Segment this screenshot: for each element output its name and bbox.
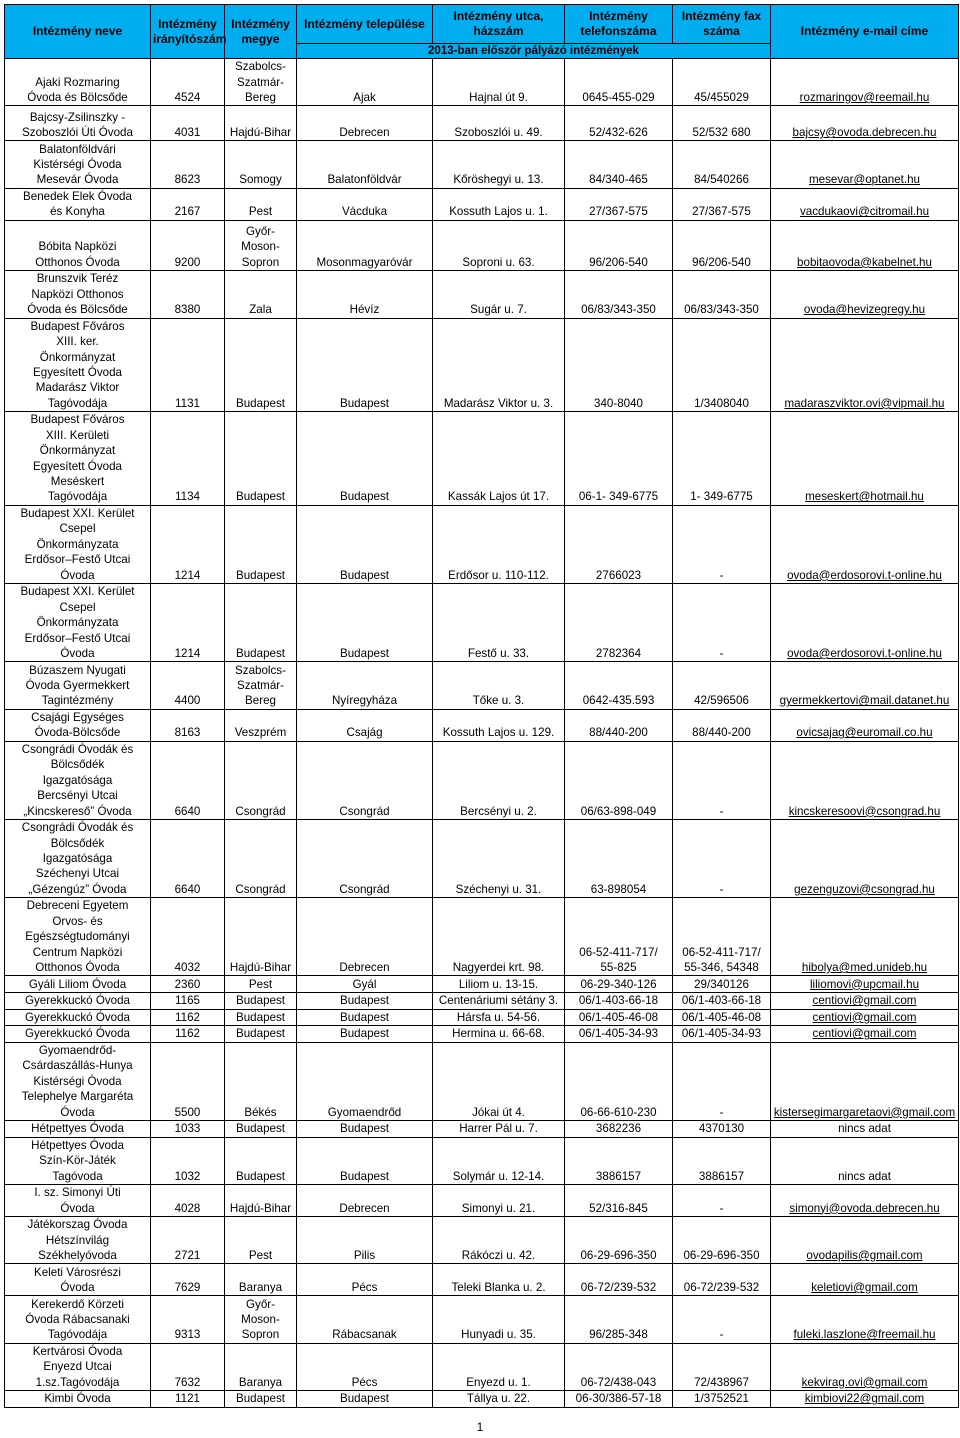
institution-name-cell: Budapest XXI. Kerület Csepel Önkormányzata Erdősor–Festő Utcai Óvoda [5,584,151,662]
zip-code-cell: 6640 [151,819,225,897]
street-address-cell: Kőröshegyi u. 13. [433,141,565,188]
phone-cell: 27/367-575 [565,188,673,220]
institution-name-cell: Gyáli Liliom Óvoda [5,976,151,993]
phone-cell: 06/83/343-350 [565,271,673,318]
street-address-cell: Teleki Blanka u. 2. [433,1264,565,1296]
county-cell: Győr-Moson- Sopron [225,1296,297,1343]
email-cell[interactable]: bajcsy@ovoda.debrecen.hu [771,106,959,141]
institution-name-cell: Hétpettyes Óvoda Szín-Kör-Játék Tagóvoda [5,1137,151,1184]
county-cell: Somogy [225,141,297,188]
phone-cell: 84/340-465 [565,141,673,188]
city-cell: Rábacsanak [297,1296,433,1343]
institution-name-cell: Keleti Városrészi Óvoda [5,1264,151,1296]
zip-code-cell: 1165 [151,992,225,1009]
zip-code-cell: 1032 [151,1137,225,1184]
city-cell: Pilis [297,1216,433,1263]
fax-cell: - [673,584,771,662]
street-address-cell: Festő u. 33. [433,584,565,662]
header-city: Intézmény települése [297,5,433,44]
fax-cell: 1- 349-6775 [673,412,771,506]
county-cell: Pest [225,976,297,993]
street-address-cell: Szoboszlói u. 49. [433,106,565,141]
city-cell: Pécs [297,1343,433,1390]
institution-name-cell: Gyerekkuckó Óvoda [5,992,151,1009]
header-zip: Intézmény irányítószám [151,5,225,59]
street-address-cell: Kossuth Lajos u. 1. [433,188,565,220]
phone-cell: 06-29-340-126 [565,976,673,993]
email-cell[interactable]: kincskeresoovi@csongrad.hu [771,741,959,819]
fax-cell: 52/532 680 [673,106,771,141]
phone-cell: 340-8040 [565,318,673,412]
zip-code-cell: 8623 [151,141,225,188]
fax-cell: 06/1-405-34-93 [673,1026,771,1043]
fax-cell: 29/340126 [673,976,771,993]
email-cell[interactable]: hibolya@med.unideb.hu [771,898,959,976]
phone-cell: 52/432-626 [565,106,673,141]
email-cell: nincs adat [771,1137,959,1184]
email-cell[interactable]: kistersegimargaretaovi@gmail.com [771,1042,959,1120]
zip-code-cell: 8163 [151,709,225,741]
phone-cell: 06/1-405-46-08 [565,1009,673,1026]
table-row [5,992,959,1009]
city-cell: Pécs [297,1264,433,1296]
header-email: Intézmény e-mail címe [771,5,959,59]
institution-name-cell: Ajaki Rozmaring Óvoda és Bölcsőde [5,59,151,106]
zip-code-cell: 2167 [151,188,225,220]
zip-code-cell: 4028 [151,1184,225,1216]
fax-cell: - [673,1184,771,1216]
county-cell: Békés [225,1042,297,1120]
fax-cell: - [673,1042,771,1120]
fax-cell: 3886157 [673,1137,771,1184]
header-county: Intézmény megye [225,5,297,59]
street-address-cell: Kossuth Lajos u. 129. [433,709,565,741]
institution-name-cell: Játékorszag Óvoda Hétszínvilág Székhelyóvoda [5,1216,151,1263]
email-cell[interactable]: fuleki.laszlone@freemail.hu [771,1296,959,1343]
fax-cell: 1/3752521 [673,1391,771,1408]
street-address-cell: Széchenyi u. 31. [433,819,565,897]
city-cell: Csongrád [297,741,433,819]
county-cell: Csongrád [225,741,297,819]
phone-cell: 96/285-348 [565,1296,673,1343]
institution-name-cell: Kerekerdő Körzeti Óvoda Rábacsanaki Tagóvodája [5,1296,151,1343]
city-cell: Budapest [297,412,433,506]
zip-code-cell: 8380 [151,271,225,318]
county-cell: Budapest [225,1391,297,1408]
city-cell: Vácduka [297,188,433,220]
fax-cell: - [673,1296,771,1343]
table-row [5,819,959,897]
institution-name-cell: Bajcsy-Zsilinszky - Szoboszlói Úti Óvoda [5,106,151,141]
table-row [5,188,959,220]
phone-cell: 0645-455-029 [565,59,673,106]
county-cell: Hajdú-Bihar [225,1184,297,1216]
phone-cell: 3886157 [565,1137,673,1184]
county-cell: Veszprém [225,709,297,741]
county-cell: Baranya [225,1264,297,1296]
email-cell[interactable]: madaraszviktor.ovi@vipmail.hu [771,318,959,412]
email-cell[interactable]: meseskert@hotmail.hu [771,412,959,506]
email-cell[interactable]: keletiovi@gmail.com [771,1264,959,1296]
county-cell: Budapest [225,412,297,506]
zip-code-cell: 1214 [151,584,225,662]
zip-code-cell: 2721 [151,1216,225,1263]
email-cell[interactable]: centiovi@gmail.com [771,992,959,1009]
street-address-cell: Rákóczi u. 42. [433,1216,565,1263]
table-row [5,1026,959,1043]
phone-cell: 0642-435.593 [565,662,673,709]
city-cell: Budapest [297,1391,433,1408]
fax-cell: 06/1-405-46-08 [673,1009,771,1026]
fax-cell: 45/455029 [673,59,771,106]
street-address-cell: Centenáriumi sétány 3. [433,992,565,1009]
city-cell: Budapest [297,1009,433,1026]
zip-code-cell: 1162 [151,1026,225,1043]
institution-name-cell: Kimbi Óvoda [5,1391,151,1408]
institution-name-cell: Brunszvik Teréz Napközi Otthonos Óvoda és Bölcsőde [5,271,151,318]
fax-cell: 1/3408040 [673,318,771,412]
table-row [5,1009,959,1026]
zip-code-cell: 4524 [151,59,225,106]
email-cell[interactable]: ovoda@hevizegregy.hu [771,271,959,318]
county-cell: Budapest [225,584,297,662]
table-row [5,1264,959,1296]
street-address-cell: Hunyadi u. 35. [433,1296,565,1343]
table-row [5,1042,959,1120]
city-cell: Budapest [297,584,433,662]
zip-code-cell: 1131 [151,318,225,412]
county-cell: Szabolcs- Szatmár- Bereg [225,662,297,709]
table-row [5,1184,959,1216]
street-address-cell: Tállya u. 22. [433,1391,565,1408]
institution-name-cell: Hétpettyes Óvoda [5,1120,151,1137]
header-name: Intézmény neve [5,5,151,59]
phone-cell: 06-66-610-230 [565,1042,673,1120]
county-cell: Csongrád [225,819,297,897]
city-cell: Debrecen [297,898,433,976]
fax-cell: 96/206-540 [673,220,771,270]
institution-name-cell: Kertvárosi Óvoda Enyezd Utcai 1.sz.Tagóvodája [5,1343,151,1390]
street-address-cell: Erdősor u. 110-112. [433,505,565,583]
table-row [5,1296,959,1343]
table-row [5,1216,959,1263]
phone-cell: 06-29-696-350 [565,1216,673,1263]
county-cell: Hajdú-Bihar [225,106,297,141]
phone-cell: 2766023 [565,505,673,583]
street-address-cell: Soproni u. 63. [433,220,565,270]
county-cell: Zala [225,271,297,318]
table-row [5,505,959,583]
email-cell: nincs adat [771,1120,959,1137]
phone-cell: 06/63-898-049 [565,741,673,819]
city-cell: Budapest [297,505,433,583]
fax-cell: 06-72/239-532 [673,1264,771,1296]
email-cell[interactable]: centiovi@gmail.com [771,1026,959,1043]
county-cell: Pest [225,188,297,220]
table-row [5,662,959,709]
zip-code-cell: 1162 [151,1009,225,1026]
city-cell: Budapest [297,1120,433,1137]
street-address-cell: Harrer Pál u. 7. [433,1120,565,1137]
city-cell: Ajak [297,59,433,106]
fax-cell: 42/596506 [673,662,771,709]
table-row [5,976,959,993]
city-cell: Debrecen [297,1184,433,1216]
phone-cell: 96/206-540 [565,220,673,270]
street-address-cell: Sugár u. 7. [433,271,565,318]
zip-code-cell: 9200 [151,220,225,270]
email-cell[interactable]: mesevar@optanet.hu [771,141,959,188]
phone-cell: 06/1-405-34-93 [565,1026,673,1043]
table-row [5,59,959,106]
phone-cell: 52/316-845 [565,1184,673,1216]
county-cell: Hajdú-Bihar [225,898,297,976]
fax-cell: 4370130 [673,1120,771,1137]
street-address-cell: Jókai út 4. [433,1042,565,1120]
table-row [5,220,959,270]
county-cell: Budapest [225,1137,297,1184]
institution-name-cell: Gyerekkuckó Óvoda [5,1026,151,1043]
phone-cell: 06/1-403-66-18 [565,992,673,1009]
fax-cell: 84/540266 [673,141,771,188]
zip-code-cell: 1033 [151,1120,225,1137]
zip-code-cell: 9313 [151,1296,225,1343]
city-cell: Budapest [297,1026,433,1043]
fax-cell: 06/1-403-66-18 [673,992,771,1009]
table-row [5,271,959,318]
header-fax: Intézmény fax száma [673,5,771,44]
fax-cell: 06-52-411-717/ 55-346, 54348 [673,898,771,976]
county-cell: Szabolcs- Szatmár- Bereg [225,59,297,106]
city-cell: Mosonmagyaróvár [297,220,433,270]
zip-code-cell: 7632 [151,1343,225,1390]
county-cell: Pest [225,1216,297,1263]
city-cell: Gyál [297,976,433,993]
city-cell: Budapest [297,992,433,1009]
fax-cell: - [673,741,771,819]
city-cell: Hévíz [297,271,433,318]
street-address-cell: Tőke u. 3. [433,662,565,709]
table-row [5,1120,959,1137]
table-row [5,106,959,141]
email-cell[interactable]: centiovi@gmail.com [771,1009,959,1026]
email-cell[interactable]: kekvirag.ovi@gmail.com [771,1343,959,1390]
email-cell[interactable]: ovoda@erdosorovi.t-online.hu [771,505,959,583]
institution-name-cell: Budapest XXI. Kerület Csepel Önkormányzata Erdősor–Festő Utcai Óvoda [5,505,151,583]
institution-name-cell: I. sz. Simonyi Úti Óvoda [5,1184,151,1216]
fax-cell: - [673,819,771,897]
county-cell: Budapest [225,505,297,583]
email-cell[interactable]: ovodapilis@gmail.com [771,1216,959,1263]
street-address-cell: Kassák Lajos út 17. [433,412,565,506]
street-address-cell: Hermina u. 66-68. [433,1026,565,1043]
institution-name-cell: Gyomaendrőd- Csárdaszállás-Hunya Kistérségi Óvoda Telephelye Margaréta Óvoda [5,1042,151,1120]
city-cell: Csajág [297,709,433,741]
fax-cell: 27/367-575 [673,188,771,220]
city-cell: Balatonföldvár [297,141,433,188]
zip-code-cell: 1214 [151,505,225,583]
phone-cell: 63-898054 [565,819,673,897]
email-cell[interactable]: simonyi@ovoda.debrecen.hu [771,1184,959,1216]
fax-cell: 06-29-696-350 [673,1216,771,1263]
zip-code-cell: 7629 [151,1264,225,1296]
county-cell: Budapest [225,992,297,1009]
street-address-cell: Bercsényi u. 2. [433,741,565,819]
table-body [5,59,959,1408]
table-row [5,584,959,662]
phone-cell: 06-30/386-57-18 [565,1391,673,1408]
phone-cell: 88/440-200 [565,709,673,741]
city-cell: Csongrád [297,819,433,897]
email-cell[interactable]: bobitaovoda@kabelnet.hu [771,220,959,270]
city-cell: Budapest [297,1137,433,1184]
table-row [5,709,959,741]
page-number: 1 [476,1420,484,1434]
email-cell[interactable]: kimbiovi22@gmail.com [771,1391,959,1408]
street-address-cell: Simonyi u. 21. [433,1184,565,1216]
county-cell: Budapest [225,1009,297,1026]
city-cell: Gyomaendrőd [297,1042,433,1120]
institution-name-cell: Gyerekkuckó Óvoda [5,1009,151,1026]
zip-code-cell: 4031 [151,106,225,141]
county-cell: Baranya [225,1343,297,1390]
table-row [5,1391,959,1408]
institution-name-cell: Búzaszem Nyugati Óvoda Gyermekkert Tagintézmény [5,662,151,709]
institution-name-cell: Debreceni Egyetem Orvos- és Egészségtudományi Centrum Napközi Otthonos Óvoda [5,898,151,976]
county-cell: Győr-Moson- Sopron [225,220,297,270]
email-cell[interactable]: liliomovi@upcmail.hu [771,976,959,993]
phone-cell: 06-72/438-043 [565,1343,673,1390]
street-address-cell: Enyezd u. 1. [433,1343,565,1390]
institution-table [4,4,959,1408]
phone-cell: 2782364 [565,584,673,662]
institution-name-cell: Budapest Főváros XIII. Kerületi Önkormányzat Egyesített Óvoda Meséskert Tagóvodája [5,412,151,506]
email-cell[interactable]: ovoda@erdosorovi.t-online.hu [771,584,959,662]
county-cell: Budapest [225,318,297,412]
zip-code-cell: 2360 [151,976,225,993]
zip-code-cell: 5500 [151,1042,225,1120]
street-address-cell: Madarász Viktor u. 3. [433,318,565,412]
zip-code-cell: 6640 [151,741,225,819]
fax-cell: 72/438967 [673,1343,771,1390]
institution-name-cell: Bóbita Napközi Otthonos Óvoda [5,220,151,270]
email-cell[interactable]: ovicsajag@euromail.co.hu [771,709,959,741]
zip-code-cell: 1121 [151,1391,225,1408]
county-cell: Budapest [225,1026,297,1043]
street-address-cell: Hajnal út 9. [433,59,565,106]
city-cell: Budapest [297,318,433,412]
institution-name-cell: Csongrádi Óvodák és Bölcsődék Igazgatósága Bercsényi Utcai „Kincskereső” Óvoda [5,741,151,819]
institution-name-cell: Balatonföldvári Kistérségi Óvoda Mesevár Óvoda [5,141,151,188]
table-row [5,1137,959,1184]
table-row [5,1343,959,1390]
street-address-cell: Nagyerdei krt. 98. [433,898,565,976]
phone-cell: 06-1- 349-6775 [565,412,673,506]
email-cell[interactable]: rozmaringov@reemail.hu [771,59,959,106]
table-row [5,412,959,506]
institution-name-cell: Budapest Főváros XIII. ker. Önkormányzat Egyesített Óvoda Madarász Viktor Tagóvodája [5,318,151,412]
zip-code-cell: 4400 [151,662,225,709]
city-cell: Debrecen [297,106,433,141]
phone-cell: 06-72/239-532 [565,1264,673,1296]
county-cell: Budapest [225,1120,297,1137]
email-cell[interactable]: gyermekkertovi@mail.datanet.hu [771,662,959,709]
institution-name-cell: Csajági Egységes Óvoda-Bölcsőde [5,709,151,741]
table-row [5,318,959,412]
header-phone: Intézmény telefonszáma [565,5,673,44]
fax-cell: 06/83/343-350 [673,271,771,318]
table-row [5,141,959,188]
section-banner: 2013-ban először pályázó intézmények [297,44,771,59]
phone-cell: 06-52-411-717/ 55-825 [565,898,673,976]
fax-cell: - [673,505,771,583]
institution-name-cell: Csongrádi Óvodák és Bölcsődék Igazgatósága Széchenyi Utcai „Gézengúz” Óvoda [5,819,151,897]
header-street: Intézmény utca, házszám [433,5,565,44]
street-address-cell: Liliom u. 13-15. [433,976,565,993]
city-cell: Nyíregyháza [297,662,433,709]
institution-name-cell: Benedek Elek Óvoda és Konyha [5,188,151,220]
fax-cell: 88/440-200 [673,709,771,741]
email-cell[interactable]: gezenguzovi@csongrad.hu [771,819,959,897]
table-row [5,898,959,976]
phone-cell: 3682236 [565,1120,673,1137]
table-row [5,741,959,819]
zip-code-cell: 1134 [151,412,225,506]
zip-code-cell: 4032 [151,898,225,976]
street-address-cell: Hársfa u. 54-56. [433,1009,565,1026]
email-cell[interactable]: vacdukaovi@citromail.hu [771,188,959,220]
street-address-cell: Solymár u. 12-14. [433,1137,565,1184]
